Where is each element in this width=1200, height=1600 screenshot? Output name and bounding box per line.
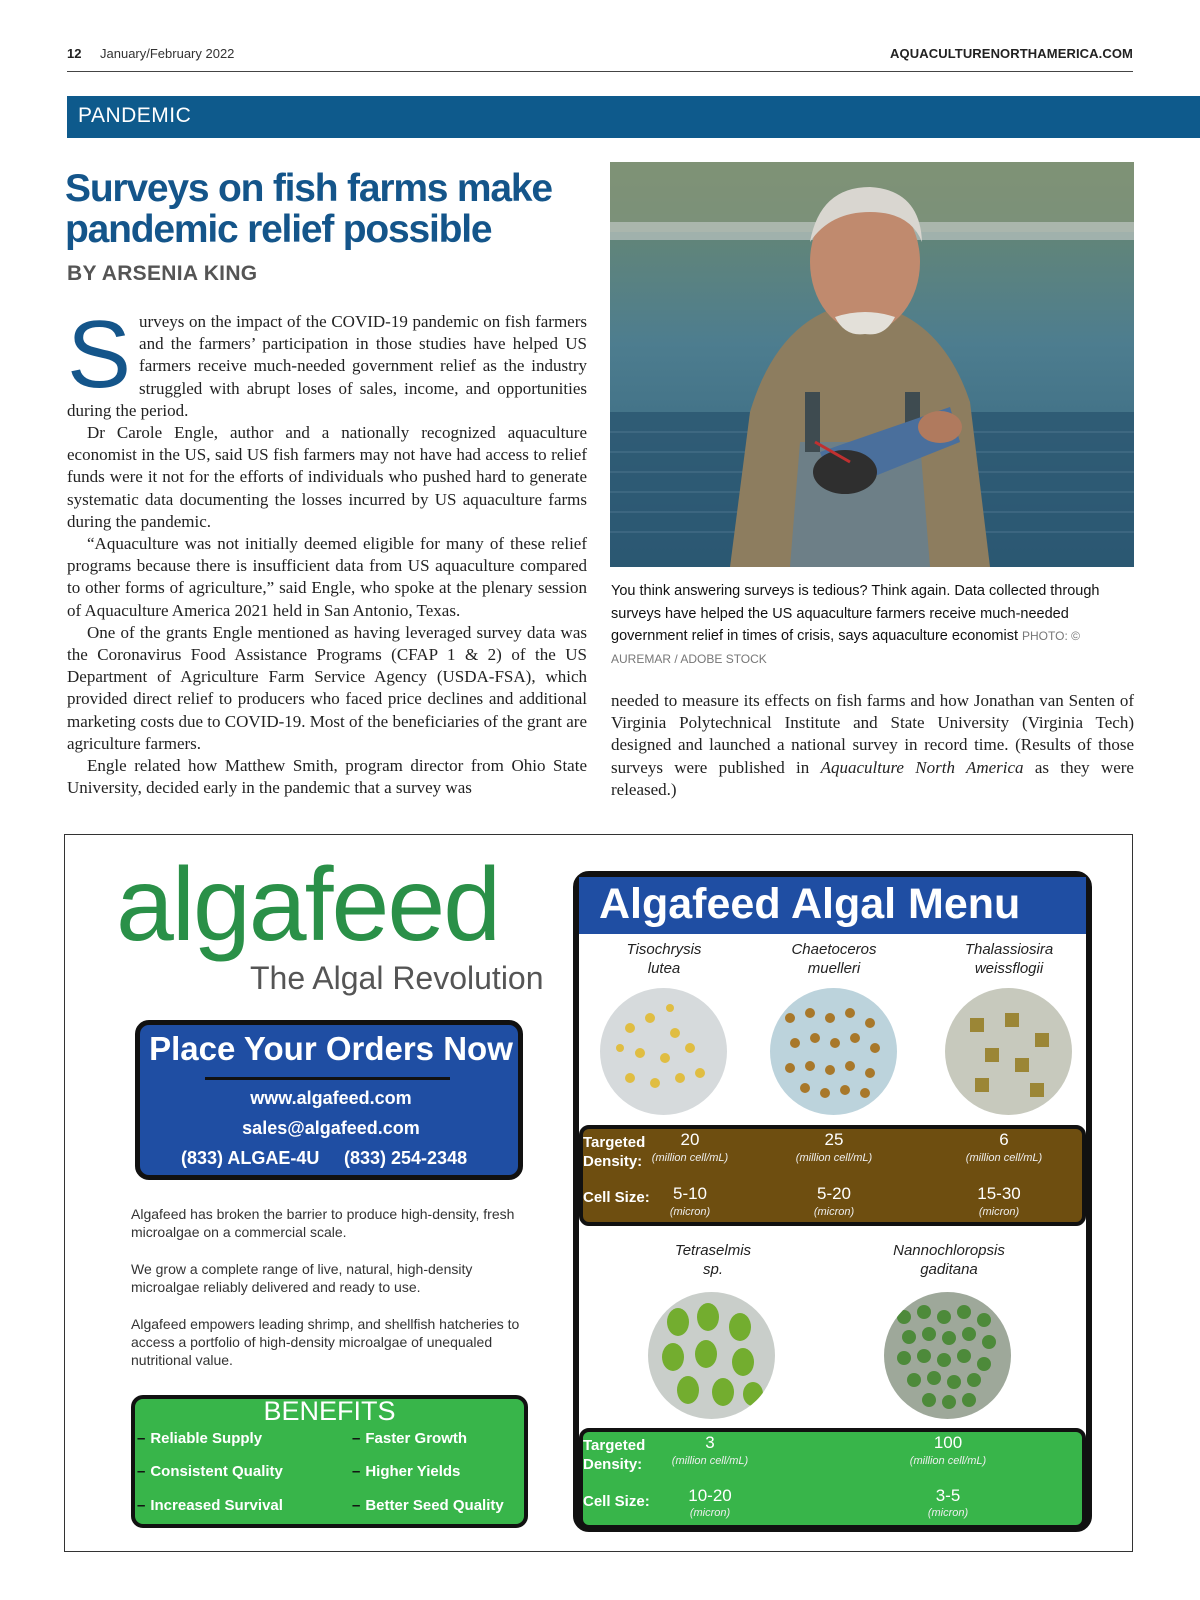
micrograph-chaetoceros xyxy=(770,988,897,1115)
paragraph-1-text: urveys on the impact of the COVID-19 pandemic on fish farmers and the farmers’ participation in those studies have helped US farmers receive much-needed government relief as the industry struggled with abrupt loses of sales, income, and opportunities during the period. xyxy=(67,312,587,420)
article-headline: Surveys on fish farms make pandemic relief possible xyxy=(65,167,552,251)
section-bar xyxy=(67,96,1200,138)
micron-unit: (micron) xyxy=(978,1206,1020,1218)
issue-date: January/February 2022 xyxy=(100,46,235,61)
algafeed-logo: algafeed xyxy=(116,847,500,963)
benefit-item: – Higher Yields xyxy=(352,1463,461,1480)
col2-end: as they were released.) xyxy=(611,757,1134,799)
micrograph-thalassiosira xyxy=(945,988,1072,1115)
benefit-item: – Better Seed Quality xyxy=(352,1497,504,1514)
species-name: Tetraselmis sp. xyxy=(674,1242,752,1278)
cell-size-value: 5-10 xyxy=(672,1184,708,1203)
benefits-title: BENEFITS xyxy=(263,1396,396,1426)
density-value: 6 xyxy=(999,1130,1009,1149)
cell-size-value: 3-5 xyxy=(935,1486,961,1505)
density-label: Targeted Density: xyxy=(583,1134,646,1170)
benefit-item: – Consistent Quality xyxy=(137,1463,283,1480)
publication-name: Aquaculture North America xyxy=(820,757,1024,777)
density-label: Targeted Density: xyxy=(583,1437,646,1473)
density-unit: (million cell/mL) xyxy=(965,1152,1043,1164)
density-value: 20 xyxy=(680,1130,700,1149)
cell-size-value: 5-20 xyxy=(816,1184,852,1203)
section-label: PANDEMIC xyxy=(78,104,192,127)
density-value: 100 xyxy=(933,1433,963,1452)
logo-tagline: The Algal Revolution xyxy=(250,960,544,996)
species-name: Nannochloropsis gaditana xyxy=(893,1242,1005,1278)
benefit-item: – Faster Growth xyxy=(352,1430,468,1447)
article-byline: BY ARSENIA KING xyxy=(67,262,258,285)
website-link[interactable]: www.algafeed.com xyxy=(250,1088,412,1108)
paragraph-5: Engle related how Matthew Smith, program director from Ohio State University, decided early in the pandemic that a survey was xyxy=(67,756,587,798)
site-url[interactable]: AQUACULTURENORTHAMERICA.COM xyxy=(890,46,1133,61)
article-column-2 xyxy=(611,690,1134,801)
menu-title: Algafeed Algal Menu xyxy=(599,880,1021,928)
cell-size-value: 10-20 xyxy=(688,1486,732,1505)
phone-number[interactable]: (833) 254-2348 xyxy=(344,1148,468,1168)
col2-text: needed to measure its effects on fish farms and how Jonathan van Senten of Virginia Polytechnical Institute and State University (Virginia Tech) designed and launched a national survey in record time. (Results of those surveys were published in xyxy=(611,691,1134,777)
density-unit: (million cell/mL) xyxy=(651,1152,729,1164)
micrograph-nannochloropsis xyxy=(884,1292,1011,1419)
species-name: Chaetoceros muelleri xyxy=(791,941,877,977)
species-name: Tisochrysis lutea xyxy=(626,941,702,977)
micron-unit: (micron) xyxy=(813,1206,855,1218)
paragraph-3: “Aquaculture was not initially deemed eligible for many of these relief programs because there is insufficient data from US aquaculture compared to other forms of agriculture,” said Engle, who spoke at the plenary session of Aquaculture America 2021 held in San Antonio, Texas. xyxy=(67,534,587,620)
cell-size-label: Cell Size: xyxy=(583,1189,650,1206)
page-number: 12 xyxy=(67,46,82,61)
orders-divider xyxy=(205,1077,450,1080)
orders-title: Place Your Orders Now xyxy=(149,1030,513,1067)
photo-credit: PHOTO: © AUREMAR / ADOBE STOCK xyxy=(611,629,1080,666)
photo-caption xyxy=(611,580,1131,670)
density-unit: (million cell/mL) xyxy=(795,1152,873,1164)
species-name: Thalassiosira weissflogii xyxy=(964,941,1054,977)
density-unit: (million cell/mL) xyxy=(671,1455,749,1467)
paragraph-2: Dr Carole Engle, author and a nationally recognized aquaculture economist in the US, said US fish farmers may not have had access to relief funds were it not for the efforts of individuals who pushed hard to generate systematic data documenting the losses incurred by US aquaculture farms during the pandemic. xyxy=(67,423,587,531)
paragraph-1 xyxy=(67,301,587,422)
ad-paragraph-2: We grow a complete range of live, natural, high-density microalgae reliably delivered and ready to use. xyxy=(131,1261,473,1295)
micron-unit: (micron) xyxy=(927,1507,969,1519)
drop-cap: S xyxy=(67,301,132,408)
cell-size-label: Cell Size: xyxy=(583,1493,650,1510)
header-divider xyxy=(67,71,1133,72)
micrograph-tisochrysis xyxy=(600,988,727,1115)
micron-unit: (micron) xyxy=(689,1507,731,1519)
ad-paragraph-1: Algafeed has broken the barrier to produce high-density, fresh microalgae on a commercial scale. xyxy=(131,1206,515,1240)
micron-unit: (micron) xyxy=(669,1206,711,1218)
article-photo xyxy=(610,162,1134,567)
paragraph-4: One of the grants Engle mentioned as having leveraged survey data was the Coronavirus Food Assistance Programs (CFAP 1 & 2) of the US Department of Agriculture Farm Service Agency (USDA-FSA), which provided direct relief to producers who faced price declines and additional marketing costs due to COVID-19. Most of the beneficiaries of the grant are agriculture farmers. xyxy=(67,622,587,753)
caption-text: You think answering surveys is tedious? Think again. Data collected through surveys have helped the US aquaculture farmers receive much-needed government relief in times of crisis, says aquaculture economist xyxy=(611,583,1100,644)
benefit-item: – Reliable Supply xyxy=(137,1430,263,1447)
density-value: 3 xyxy=(705,1433,715,1452)
ad-paragraph-3: Algafeed empowers leading shrimp, and shellfish hatcheries to access a portfolio of high-density microalgae of unequaled nutritional value. xyxy=(131,1316,520,1368)
phone-vanity[interactable]: (833) ALGAE-4U xyxy=(181,1148,320,1168)
density-unit: (million cell/mL) xyxy=(909,1455,987,1467)
article-column-1 xyxy=(67,301,587,799)
cell-size-value: 15-30 xyxy=(977,1184,1021,1203)
micrograph-tetraselmis xyxy=(648,1292,775,1419)
email-link[interactable]: sales@algafeed.com xyxy=(242,1118,420,1138)
benefit-item: – Increased Survival xyxy=(137,1497,283,1514)
density-value: 25 xyxy=(824,1130,844,1149)
